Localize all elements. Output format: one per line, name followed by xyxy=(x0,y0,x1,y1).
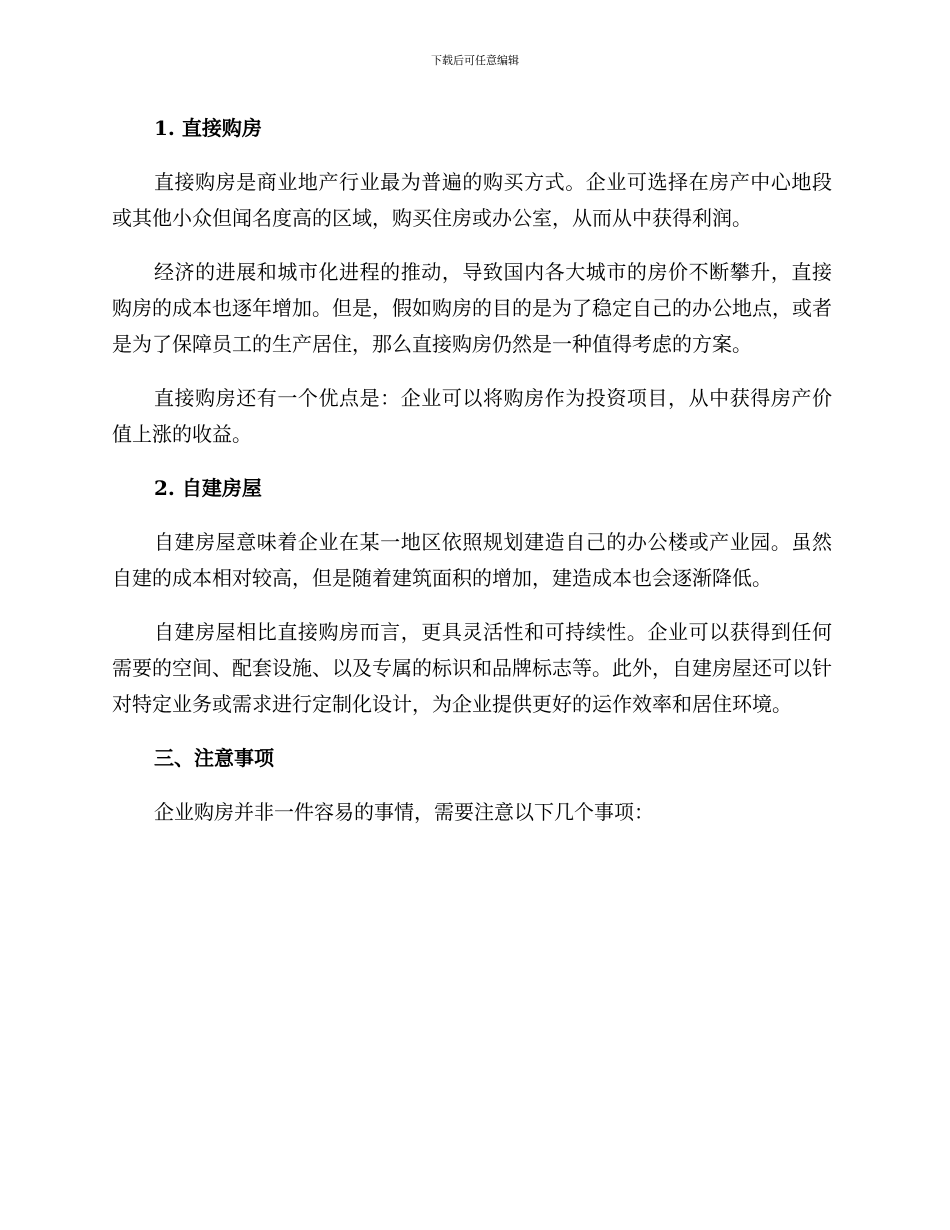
section-heading-notes: 三、注意事项 xyxy=(154,746,274,770)
paragraph: 直接购房还有一个优点是：企业可以将购房作为投资项目，从中获得房产价值上涨的收益。 xyxy=(112,386,832,446)
paragraph: 自建房屋意味着企业在某一地区依照规划建造自己的办公楼或产业园。虽然自建的成本相对较高，但是随着建筑面积的增加，建造成本也会逐渐降低。 xyxy=(112,530,832,590)
paragraph: 经济的进展和城市化进程的推动，导致国内各大城市的房价不断攀升，直接购房的成本也逐年增加。但是，假如购房的目的是为了稳定自己的办公地点，或者是为了保障员工的生产居住，那么直接购房仍然是一种值得考虑的方案。 xyxy=(112,260,832,356)
paragraph: 自建房屋相比直接购房而言，更具灵活性和可持续性。企业可以获得到任何需要的空间、配套设施、以及专属的标识和品牌标志等。此外，自建房屋还可以针对特定业务或需求进行定制化设计，为企业提供更好的运作效率和居住环境。 xyxy=(112,620,832,716)
paragraph: 直接购房是商业地产行业最为普遍的购买方式。企业可选择在房产中心地段或其他小众但闻名度高的区域，购买住房或办公室，从而从中获得利润。 xyxy=(112,170,832,230)
page-header: 下载后可任意编辑 xyxy=(431,54,519,67)
section-heading-direct-purchase: 1. 直接购房 xyxy=(154,116,262,140)
section-heading-self-build: 2. 自建房屋 xyxy=(154,476,262,500)
document-body xyxy=(112,110,832,848)
paragraph: 企业购房并非一件容易的事情，需要注意以下几个事项： xyxy=(154,800,654,824)
